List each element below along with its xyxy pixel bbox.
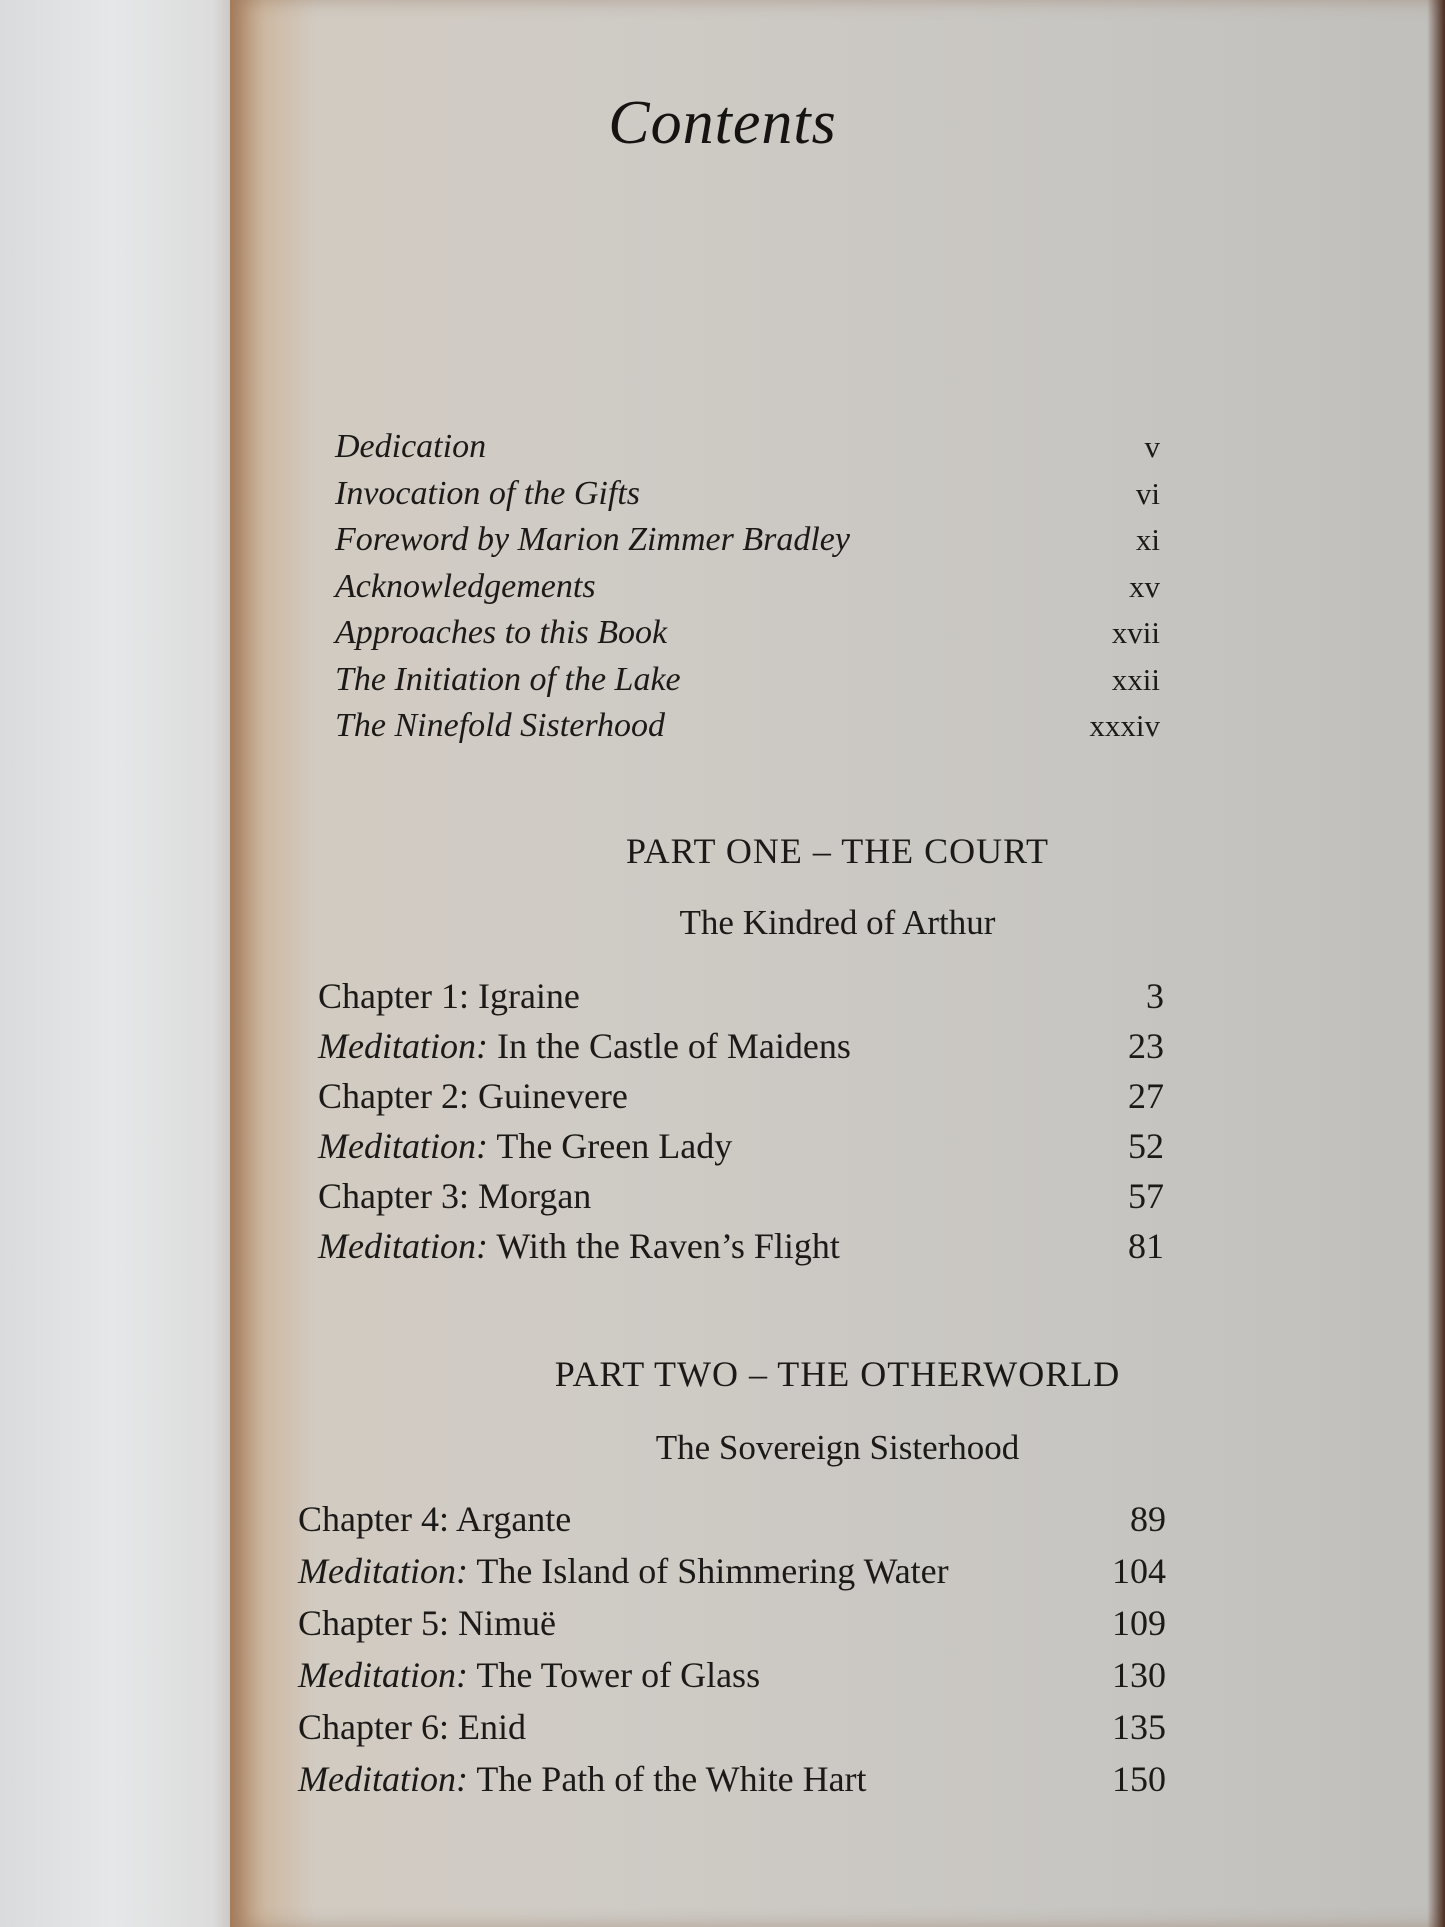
entry-prefix: Meditation: [318,1026,488,1066]
entry-page: 81 [1128,1226,1164,1266]
page-edge-shadow [1427,0,1445,1927]
part-two-entries [298,1498,1166,1810]
front-matter-entry [335,521,1160,568]
entry-page: xxii [1111,661,1160,697]
part-one-subheading: The Kindred of Arthur [679,903,996,942]
toc-entry [298,1706,1166,1758]
entry-page: 89 [1130,1499,1166,1539]
entry-page: 104 [1112,1551,1166,1591]
toc-entry [318,1025,1164,1075]
entry-title: In the Castle of Maidens [496,1026,851,1066]
entry-label [298,1654,760,1696]
entry-title: The Path of the White Hart [476,1759,867,1799]
toc-entry [318,975,1164,1025]
facing-page [0,0,250,1927]
entry-label [318,1225,840,1267]
page-title: Contents [608,89,837,157]
entry-title: Nimuë [457,1603,556,1643]
entry-page: 3 [1146,976,1164,1016]
entry-title: Foreword by Marion Zimmer Bradley [335,521,850,558]
entry-page: 23 [1128,1026,1164,1066]
entry-title: With the Raven’s Flight [496,1226,840,1266]
entry-page: 52 [1128,1126,1164,1166]
entry-page: v [1144,429,1160,464]
front-matter-entry [335,661,1160,708]
entry-label [298,1602,556,1644]
entry-label [298,1758,867,1800]
entry-title: Morgan [477,1176,592,1216]
front-matter-entry [335,475,1160,522]
entry-title: Igraine [477,976,580,1016]
entry-title: The Green Lady [496,1126,733,1166]
entry-title: Guinevere [477,1076,628,1116]
entry-page: xxxiv [1089,708,1160,743]
entry-label [318,1125,732,1167]
toc-entry [298,1550,1166,1602]
part-two-subheading: The Sovereign Sisterhood [655,1428,1020,1467]
entry-title: Argante [455,1499,572,1539]
entry-prefix: Meditation: [318,1226,488,1266]
entry-page: xv [1129,568,1160,604]
entry-prefix: Meditation: [298,1551,468,1591]
entry-prefix: Chapter 2: [318,1076,469,1116]
entry-title: The Island of Shimmering Water [476,1551,949,1591]
front-matter-entry [335,614,1160,661]
front-matter-entry [335,707,1160,754]
entry-title: Enid [457,1707,526,1747]
entry-title: Acknowledgements [335,567,596,605]
entry-page: 27 [1128,1076,1164,1116]
entry-prefix: Chapter 5: [298,1603,449,1643]
entry-label [298,1550,949,1592]
toc-entry [298,1654,1166,1706]
front-matter-list [335,428,1160,754]
entry-page: xi [1135,522,1160,557]
entry-label [318,1175,591,1217]
toc-entry [318,1225,1164,1275]
entry-page: 109 [1112,1603,1166,1643]
entry-label [318,1025,851,1067]
entry-prefix: Meditation: [318,1126,488,1166]
entry-label [318,1075,628,1117]
entry-prefix: Chapter 1: [318,976,469,1016]
front-matter-entry [335,568,1160,615]
entry-prefix: Meditation: [298,1655,468,1695]
entry-prefix: Chapter 4: [298,1499,449,1539]
part-two-heading: PART TWO – THE OTHERWORLD [554,1354,1121,1394]
entry-page: vi [1135,475,1160,511]
entry-page: 130 [1112,1655,1166,1695]
toc-entry [318,1075,1164,1125]
toc-entry [318,1125,1164,1175]
entry-title: Dedication [335,428,487,465]
entry-prefix: Meditation: [298,1759,468,1799]
entry-page: 150 [1112,1759,1166,1799]
entry-page: xvii [1111,615,1160,650]
entry-title: The Initiation of the Lake [335,660,681,698]
entry-page: 135 [1112,1707,1166,1747]
entry-label [318,975,580,1017]
entry-title: The Tower of Glass [476,1655,761,1695]
entry-title: The Ninefold Sisterhood [335,707,665,744]
toc-entry [298,1498,1166,1550]
entry-label [298,1706,526,1748]
toc-entry [298,1758,1166,1810]
entry-prefix: Chapter 6: [298,1707,449,1747]
toc-entry [298,1602,1166,1654]
toc-entry [318,1175,1164,1225]
entry-prefix: Chapter 3: [318,1176,469,1216]
front-matter-entry [335,428,1160,475]
entry-label [298,1498,571,1540]
part-one-heading: PART ONE – THE COURT [625,831,1050,871]
part-one-entries [318,975,1164,1275]
entry-title: Approaches to this Book [335,614,668,651]
entry-page: 57 [1128,1176,1164,1216]
entry-title: Invocation of the Gifts [335,474,641,512]
